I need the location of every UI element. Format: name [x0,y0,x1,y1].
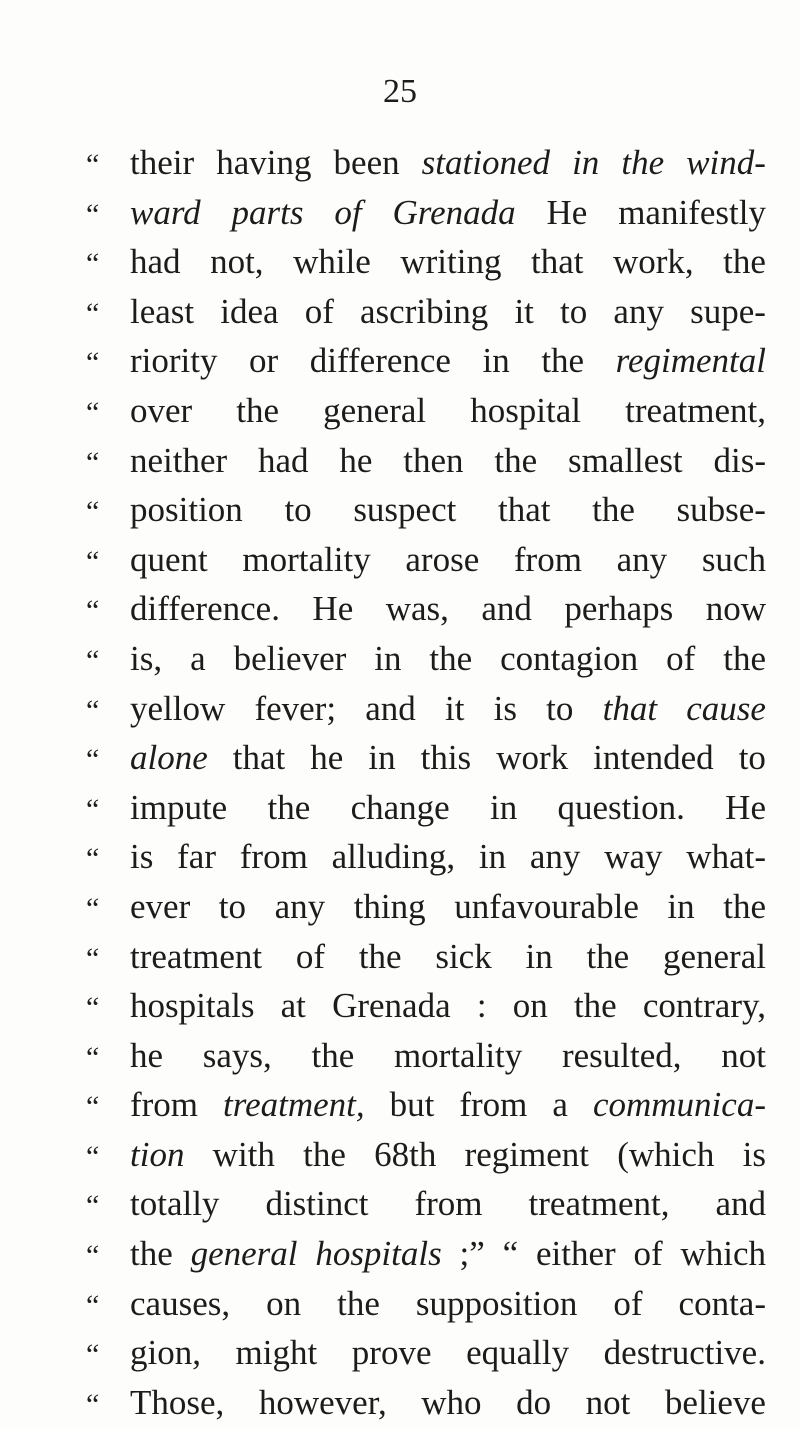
line-text [130,138,766,188]
word: had [130,242,181,282]
quote-mark: “ [86,1387,100,1421]
word: (which [617,1134,715,1174]
word: in [489,787,518,827]
text-line [86,237,766,287]
word: what- [686,837,766,877]
word: mortality [242,539,371,579]
word: treatment, [528,1184,670,1224]
text-body [86,138,766,1427]
word: ;” [459,1234,485,1274]
word: work [496,738,569,778]
word: having [216,143,312,182]
text-line [86,535,766,585]
word: least [130,291,195,331]
word: that [232,738,286,778]
word: the [494,440,538,480]
word: and [365,688,416,728]
word: destructive. [603,1333,766,1373]
word: not, [210,242,264,282]
word: ward [130,192,201,232]
word: wind- [686,143,766,182]
line-text [130,1229,766,1279]
word: general [323,390,427,430]
text-line [86,1328,766,1378]
word: distinct [265,1184,369,1224]
word: do [516,1382,552,1422]
word: Grenada [392,192,516,232]
word: way [604,837,663,877]
line-text [130,188,766,238]
word: ever [130,886,191,926]
word: conta- [678,1283,766,1323]
word: sick [435,936,492,976]
quote-mark: “ [86,594,100,628]
word: supe- [690,291,766,331]
line-text [130,336,766,386]
word: which [680,1234,766,1274]
word: that [602,688,658,728]
word: the [303,1134,346,1174]
quote-mark: “ [86,792,100,826]
word: at [280,986,306,1026]
quote-mark: “ [86,346,100,380]
word: treatment, [223,1085,365,1125]
word: perhaps [564,589,674,629]
word: the [541,341,585,381]
word: change [350,787,450,827]
line-text [130,684,766,734]
text-line [86,932,766,982]
word: of [334,192,362,232]
word: contagion [500,638,639,678]
word: far [177,837,216,877]
word: who [421,1382,482,1422]
word: had [258,440,309,480]
word: to [546,688,574,728]
word: that [498,490,551,530]
quote-mark: “ [86,544,100,578]
word: not [585,1382,631,1422]
word: such [701,539,766,579]
text-line [86,485,766,535]
word: from [130,1085,199,1125]
word: the [311,1035,355,1075]
word: from [513,539,582,579]
quote-mark: “ [86,197,100,231]
word: Grenada [332,986,451,1026]
text-line [86,684,766,734]
word: the [723,886,766,926]
line-text [130,1031,766,1081]
word: is [742,1134,766,1174]
word: cause [686,688,766,728]
quote-mark: “ [86,842,100,876]
word: either [535,1234,616,1274]
word: now [705,589,766,629]
line-text [130,436,766,486]
line-text [130,634,766,684]
quote-mark: “ [86,1288,100,1322]
quote-mark: “ [86,941,100,975]
word: while [293,242,371,282]
line-text [130,783,766,833]
word: from [414,1184,483,1224]
word: equally [466,1333,570,1373]
quote-mark: “ [86,693,100,727]
line-text [130,1130,766,1180]
word: that [530,242,584,282]
word: the [429,638,473,678]
word: he [339,440,373,480]
word: yellow [130,688,226,728]
word: He [312,589,354,629]
text-line [86,733,766,783]
word: the [586,936,630,976]
word: treatment, [625,390,766,430]
word: might [235,1333,318,1373]
word: treatment [130,936,263,976]
word: the [573,986,617,1026]
text-line [86,1229,766,1279]
word: “ [502,1234,519,1274]
word: neither [130,440,228,480]
line-text [130,535,766,585]
text-line [86,1130,766,1180]
word: regimental [615,341,766,381]
word: resulted, [561,1035,682,1075]
text-line [86,287,766,337]
word: smallest [567,440,683,480]
word: a [552,1085,568,1125]
word: tion [130,1134,185,1174]
line-text [130,733,766,783]
word: believe [664,1382,766,1422]
word: unfavourable [454,886,639,926]
word: riority [130,341,218,381]
word: the [358,936,402,976]
word: however, [258,1382,387,1422]
word: communica- [592,1085,766,1125]
word: from [239,837,308,877]
word: of [633,1234,663,1274]
text-line [86,188,766,238]
word: idea [220,291,279,331]
word: hospitals [315,1234,442,1274]
text-line [86,1080,766,1130]
word: the [130,1234,173,1274]
quote-mark: “ [86,445,100,479]
word: any [613,291,664,331]
word: the [592,490,635,530]
line-text [130,287,766,337]
word: stationed [421,143,550,182]
line-text [130,1328,766,1378]
word: prove [351,1333,432,1373]
word: the [723,638,766,678]
word: hospital [470,390,582,430]
word: totally [130,1184,220,1224]
quote-mark: “ [86,1090,100,1124]
word: question. [557,787,685,827]
line-text [130,932,766,982]
text-line [86,1279,766,1329]
word: it [444,688,465,728]
line-text [130,1080,766,1130]
word: arose [405,539,480,579]
word: any [616,539,668,579]
quote-mark: “ [86,148,100,181]
text-line [86,634,766,684]
word: not [721,1035,766,1075]
word: in [667,886,695,926]
line-text [130,237,766,287]
text-line [86,832,766,882]
word: parts [231,192,304,232]
word: the [236,390,280,430]
word: in [368,738,396,778]
word: He [546,192,588,232]
word: was, [385,589,449,629]
word: contrary, [642,986,766,1026]
text-line [86,783,766,833]
quote-mark: “ [86,1139,100,1173]
word: to [560,291,588,331]
word: the [723,242,766,282]
word: supposition [415,1283,578,1323]
word: is [493,688,517,728]
word: dis- [713,440,766,480]
quote-mark: “ [86,1338,100,1372]
text-line [86,386,766,436]
word: position [130,490,243,530]
word: from [459,1085,528,1125]
word: gion, [130,1333,201,1373]
quote-mark: “ [86,1040,100,1074]
word: writing [400,242,502,282]
line-text [130,1378,766,1428]
word: over [130,390,193,430]
word: or [249,341,279,381]
word: this [420,738,472,778]
text-line [86,1378,766,1428]
word: of [295,936,326,976]
word: of [613,1283,643,1323]
word: he [130,1035,164,1075]
word: in [572,143,600,182]
word: of [304,291,334,331]
word: ascribing [360,291,489,331]
word: suspect [353,490,457,530]
word: impute [130,787,228,827]
quote-mark: “ [86,495,100,529]
line-text [130,882,766,932]
text-line [86,1031,766,1081]
text-line [86,138,766,188]
text-line [86,1179,766,1229]
word: causes, [130,1283,231,1323]
quote-mark: “ [86,743,100,777]
word: the [267,787,311,827]
word: been [333,143,400,182]
word: in [482,341,510,381]
quote-mark: “ [86,296,100,330]
word: He [725,787,766,827]
text-line [86,436,766,486]
word: difference [309,341,451,381]
word: intended [593,738,714,778]
quote-mark: “ [86,247,100,281]
word: thing [353,886,426,926]
word: in [525,936,553,976]
word: work, [612,242,694,282]
line-text [130,1179,766,1229]
word: but [389,1085,435,1125]
word: to [284,490,312,530]
line-text [130,386,766,436]
word: any [529,837,581,877]
word: manifestly [618,192,766,232]
word: in [374,638,402,678]
line-text [130,1279,766,1329]
line-text [130,485,766,535]
quote-mark: “ [86,891,100,925]
text-line [86,336,766,386]
word: subse- [676,490,766,530]
word: it [514,291,534,331]
word: and [715,1184,766,1224]
word: : [476,986,487,1026]
word: mortality [393,1035,523,1075]
word: general [190,1234,298,1274]
word: 68th [374,1134,437,1174]
word: Those, [130,1382,225,1422]
page-number: 25 [383,73,417,110]
word: on [512,986,548,1026]
word: regiment [464,1134,589,1174]
quote-mark: “ [86,643,100,677]
quote-mark: “ [86,395,100,429]
quote-mark: “ [86,1239,100,1273]
word: fever; [254,688,337,728]
word: says, [202,1035,272,1075]
text-line [86,584,766,634]
text-line [86,882,766,932]
word: of [666,638,696,678]
word: to [738,738,766,778]
line-text [130,981,766,1031]
word: difference. [130,589,280,629]
word: the [621,143,665,182]
word: the [337,1283,380,1323]
line-text [130,832,766,882]
word: a [190,638,206,678]
word: is, [130,638,163,678]
word: to [218,886,247,926]
word: in [478,837,507,877]
quote-mark: “ [86,1189,100,1223]
quote-mark: “ [86,991,100,1025]
word: with [212,1134,275,1174]
word: their [130,143,195,182]
line-text [130,584,766,634]
word: alone [130,738,208,778]
word: hospitals [130,986,255,1026]
word: believer [233,638,347,678]
word: and [481,589,532,629]
word: any [274,886,326,926]
word: alluding, [331,837,456,877]
text-line [86,981,766,1031]
word: he [310,738,344,778]
word: quent [130,539,208,579]
word: then [403,440,464,480]
word: on [266,1283,302,1323]
word: general [662,936,766,976]
word: is [130,837,154,877]
